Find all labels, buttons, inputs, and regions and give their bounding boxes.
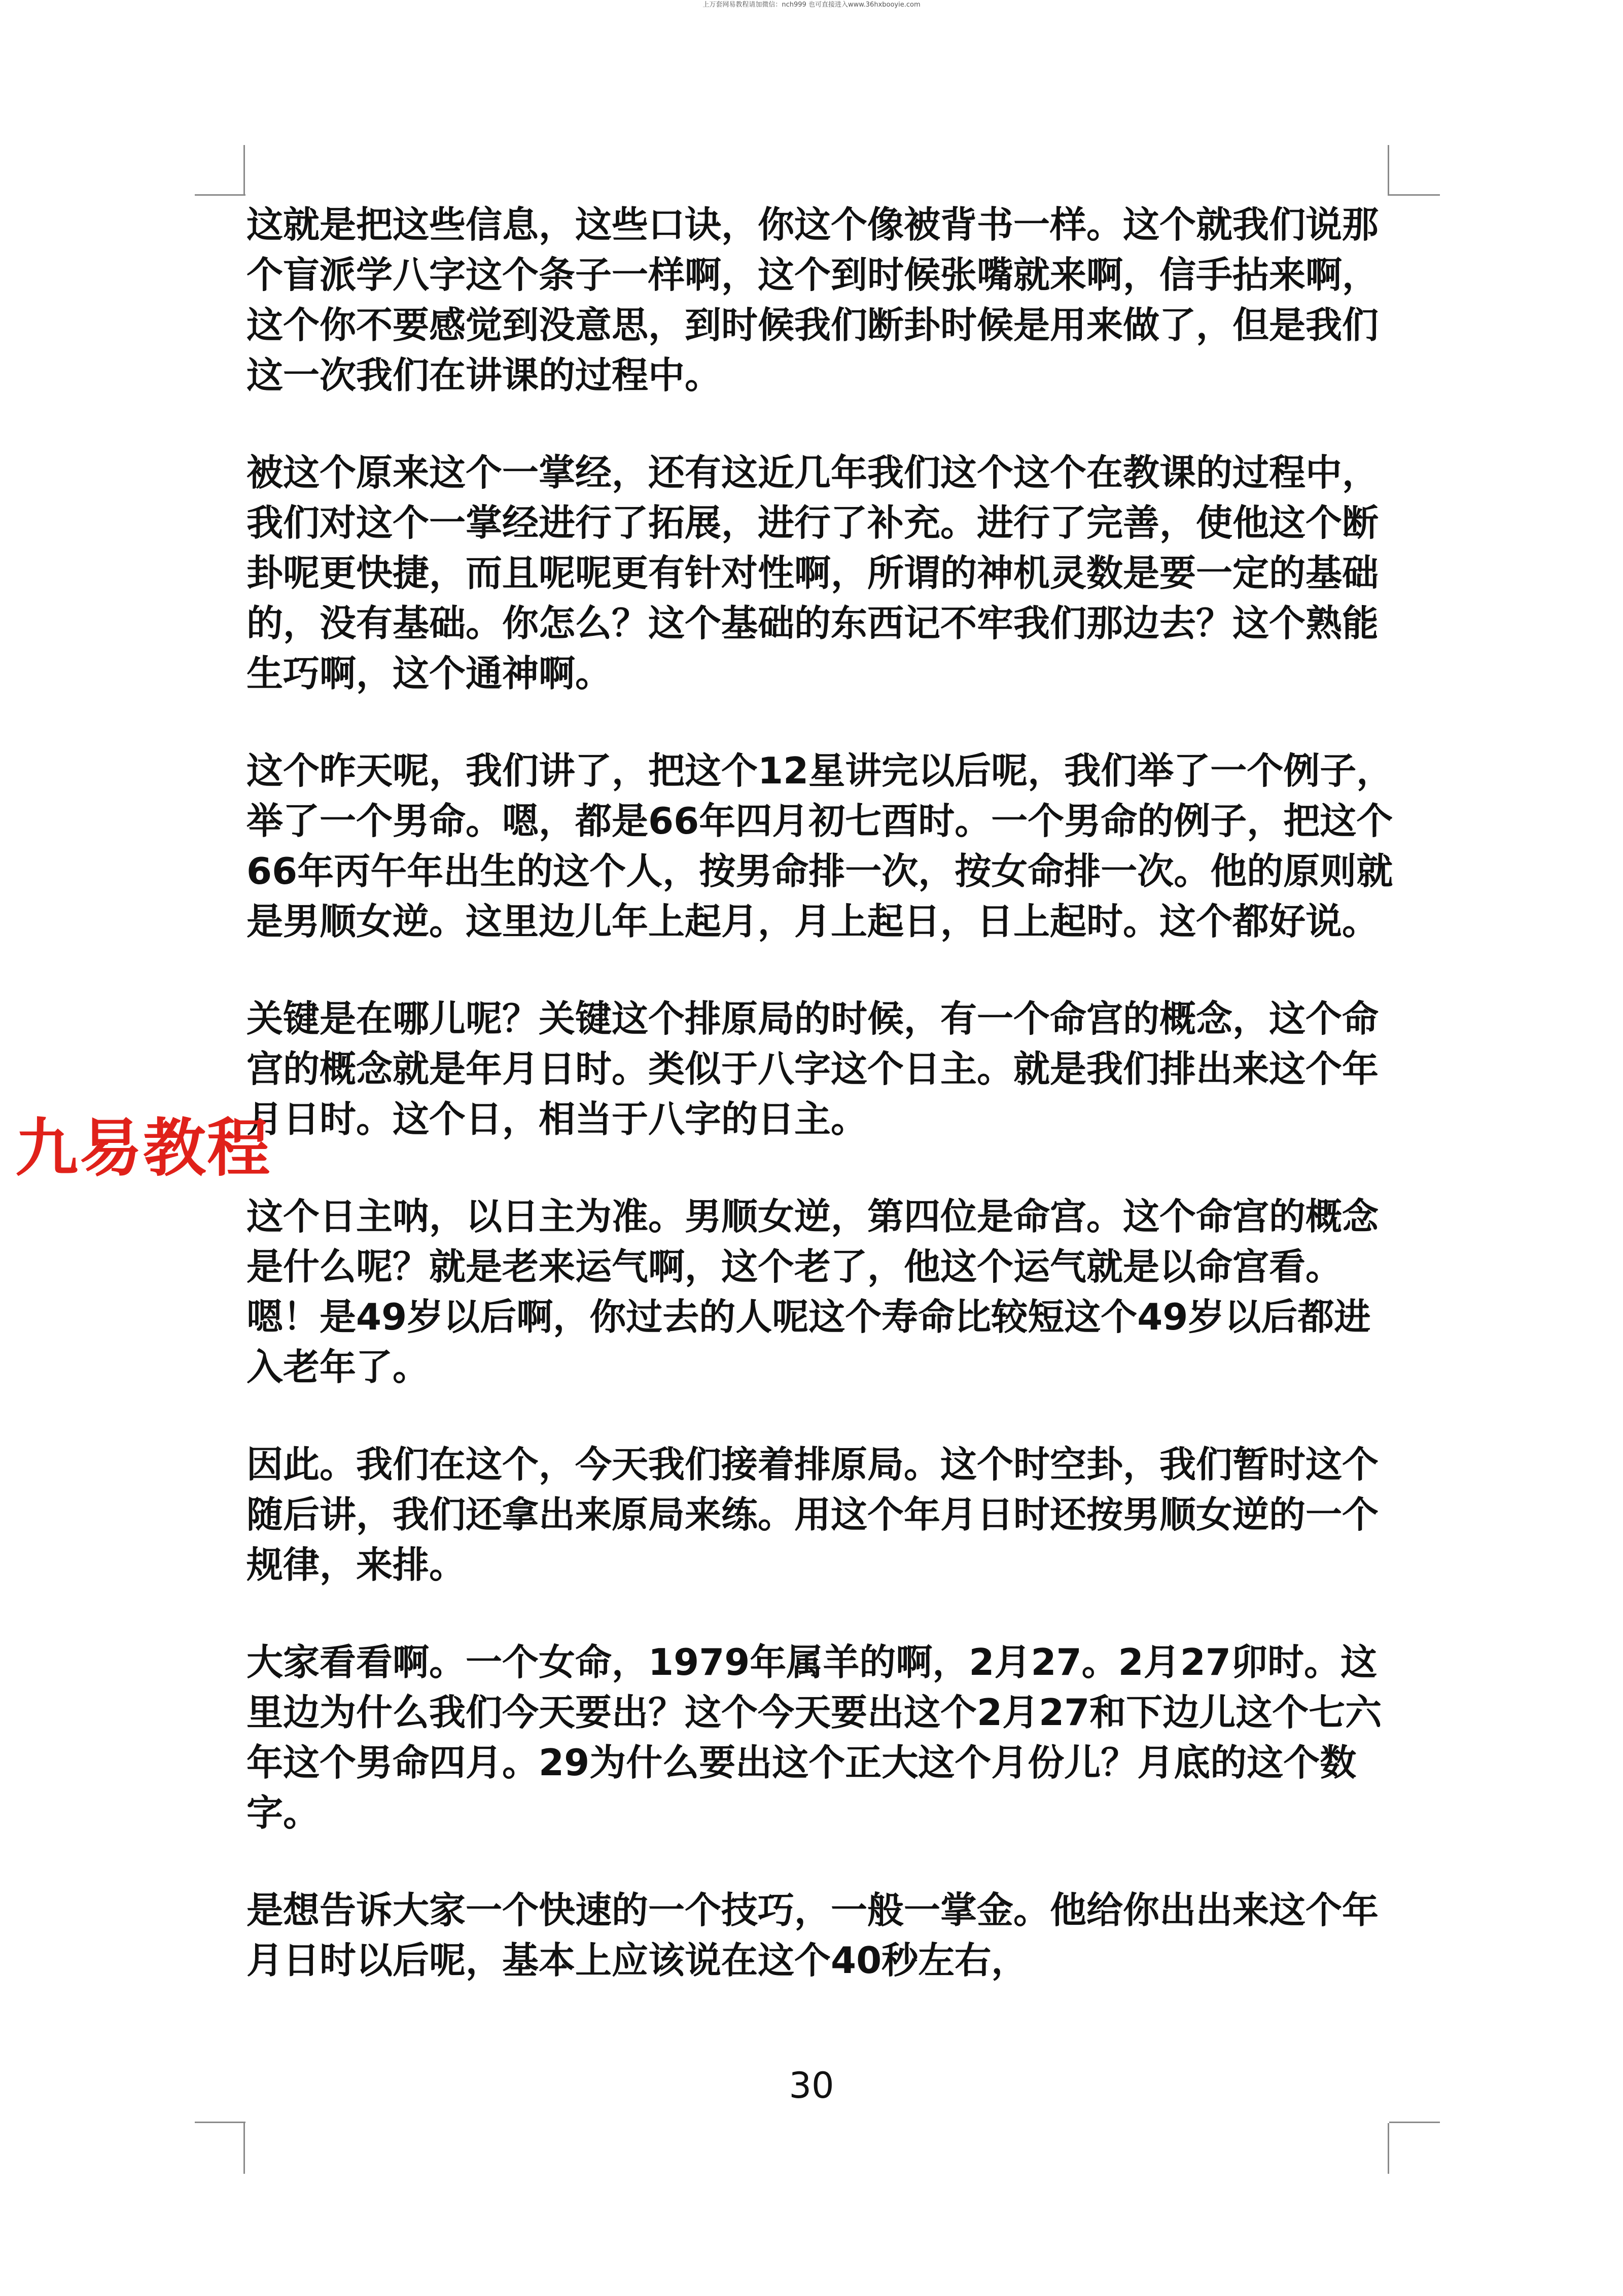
paragraph: 这就是把这些信息，这些口诀，你这个像被背书一样。这个就我们说那个盲派学八字这个条子一样啊，这个到时候张嘴就来啊，信手拈来啊，这个你不要感觉到没意思，到时候我们断卦时候是用来做了，但是我们这一次我们在讲课的过程中。	[246, 203, 1379, 397]
paragraph: 这个昨天呢，我们讲了，把这个12星讲完以后呢，我们举了一个例子，举了一个男命。嗯，都是66年四月初七酉时。一个男命的例子，把这个66年丙午年出生的这个人，按男命排一次，按女命排一次。他的原则就是男顺女逆。这里边儿年上起月，月上起日，日上起时。这个都好说。	[246, 749, 1393, 943]
crop-mark-bottom-left-vertical	[243, 2123, 245, 2174]
paragraph: 被这个原来这个一掌经，还有这近几年我们这个这个在教课的过程中，我们对这个一掌经进行了拓展，进行了补充。进行了完善，使他这个断卦呢更快捷，而且呢呢更有针对性啊，所谓的神机灵数是要一定的基础的，没有基础。你怎么？这个基础的东西记不牢我们那边去？这个熟能生巧啊，这个通神啊。	[246, 451, 1379, 695]
crop-mark-top-right-vertical	[1388, 145, 1389, 196]
paragraph: 因此。我们在这个，今天我们接着排原局。这个时空卦，我们暂时这个随后讲，我们还拿出来原局来练。用这个年月日时还按男顺女逆的一个规律，来排。	[246, 1443, 1379, 1586]
crop-mark-top-right-horizontal	[1389, 194, 1440, 196]
page-number: 30	[789, 2065, 834, 2106]
paragraph: 关键是在哪儿呢？关键这个排原局的时候，有一个命宫的概念，这个命宫的概念就是年月日时。类似于八字这个日主。就是我们排出来这个年月日时。这个日，相当于八字的日主。	[246, 997, 1379, 1140]
crop-mark-top-left-horizontal	[195, 194, 245, 196]
crop-mark-top-left-vertical	[243, 145, 245, 196]
crop-mark-bottom-left-horizontal	[195, 2122, 245, 2123]
crop-mark-bottom-right-vertical	[1388, 2123, 1389, 2174]
document-body	[246, 200, 1398, 2033]
paragraph: 大家看看啊。一个女命，1979年属羊的啊，2月27。2月27卯时。这里边为什么我们今天要出？这个今天要出这个2月27和下边儿这个七六年这个男命四月。29为什么要出这个正大这个月份儿？月底的这个数字。	[246, 1641, 1382, 1834]
crop-mark-bottom-right-horizontal	[1389, 2122, 1440, 2123]
header-note: 上万套网易教程请加微信：nch999 也可直接进入www.36hxbooyie.com	[702, 1, 921, 9]
watermark-logo: 九易教程	[15, 1112, 271, 1185]
paragraph: 这个日主呐，以日主为准。男顺女逆，第四位是命宫。这个命宫的概念是什么呢？就是老来运气啊，这个老了，他这个运气就是以命宫看。嗯！是49岁以后啊，你过去的人呢这个寿命比较短这个49岁以后都进入老年了。	[246, 1195, 1379, 1388]
paragraph: 是想告诉大家一个快速的一个技巧，一般一掌金。他给你出出来这个年月日时以后呢，基本上应该说在这个40秒左右，	[246, 1889, 1379, 1982]
